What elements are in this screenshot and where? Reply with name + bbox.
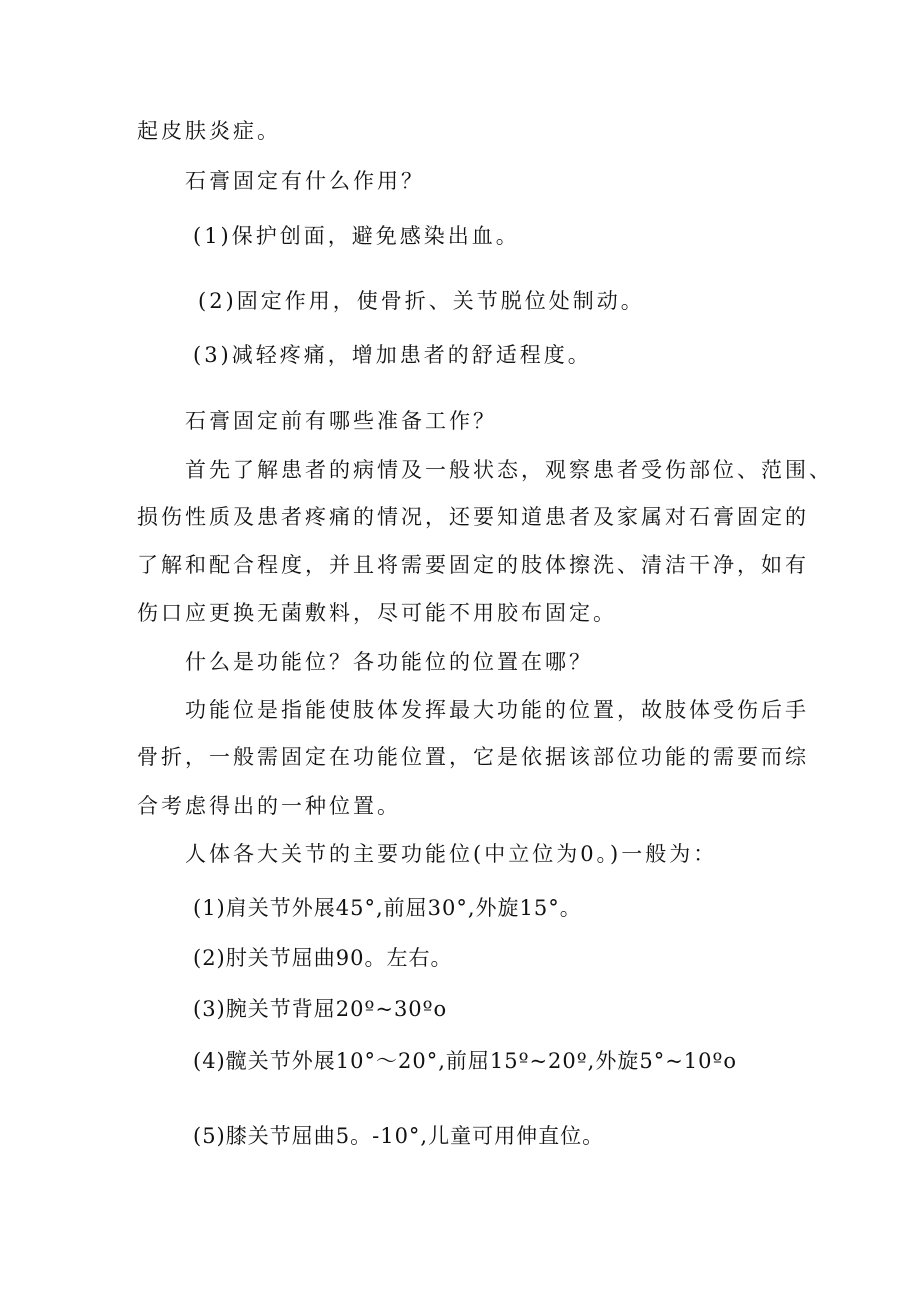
paragraph-line: 伤口应更换无菌敷料，尽可能不用胶布固定。 (137, 601, 617, 625)
paragraph-line: 合考虑得出的一种位置。 (137, 794, 401, 818)
paragraph-line: 首先了解患者的病情及一般状态，观察患者受伤部位、范围、 (185, 458, 833, 482)
list-item-wrist: (3)腕关节背屈20º~30ºo (193, 997, 448, 1021)
paragraph-line: 损伤性质及患者疼痛的情况，还要知道患者及家属对石膏固定的 (137, 505, 809, 529)
question-heading-plaster-function: 石膏固定有什么作用？ (185, 169, 425, 193)
list-item-protect-wound: (1)保护创面，避免感染出血。 (193, 224, 520, 248)
list-item-shoulder: (1)肩关节外展45°,前屈30°,外旋15°。 (193, 896, 582, 920)
intro-line-joint-positions: 人体各大关节的主要功能位(中立位为0。)一般为： (185, 842, 718, 866)
list-item-knee: (5)膝关节屈曲5。-10°,儿童可用伸直位。 (193, 1124, 605, 1148)
list-item-reduce-pain: (3)减轻疼痛，增加患者的舒适程度。 (193, 343, 592, 367)
paragraph-end-line: 起皮肤炎症。 (137, 119, 281, 143)
list-item-fixation: (2)固定作用，使骨折、关节脱位处制动。 (198, 289, 645, 313)
list-item-hip: (4)髋关节外展10°～20°,前屈15º~20º,外旋5°~10ºo (193, 1049, 738, 1073)
question-heading-functional-position: 什么是功能位？各功能位的位置在哪？ (185, 650, 593, 674)
paragraph-line: 功能位是指能使肢体发挥最大功能的位置，故肢体受伤后手 (185, 698, 809, 722)
paragraph-line: 骨折，一般需固定在功能位置，它是依据该部位功能的需要而综 (137, 745, 809, 769)
list-item-elbow: (2)肘关节屈曲90。左右。 (193, 946, 453, 970)
question-heading-preparation: 石膏固定前有哪些准备工作？ (185, 409, 497, 433)
paragraph-line: 了解和配合程度，并且将需要固定的肢体擦洗、清洁干净，如有 (137, 553, 809, 577)
